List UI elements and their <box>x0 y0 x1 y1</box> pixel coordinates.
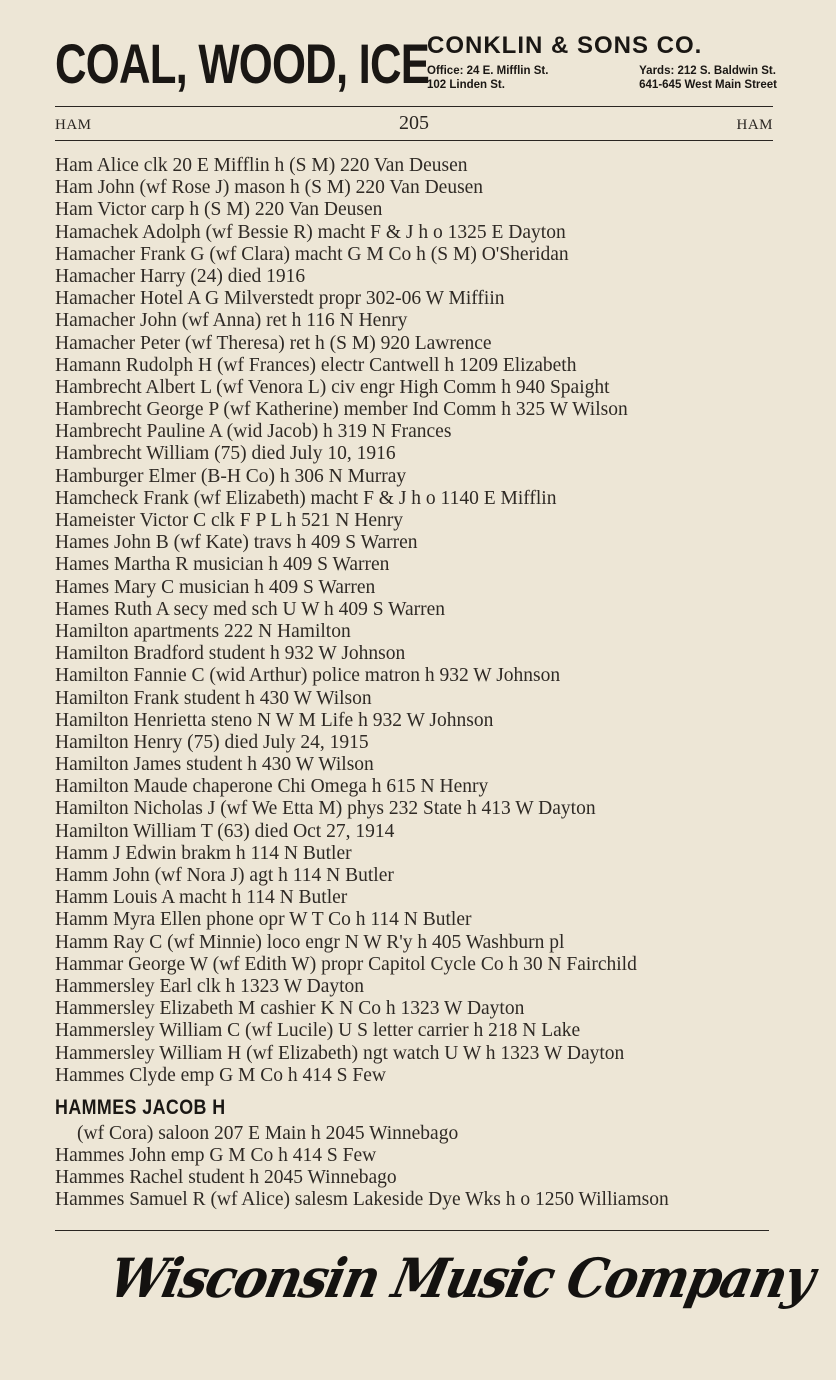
running-head-left: HAM <box>55 117 92 133</box>
office-line-2: 102 Linden St. <box>427 79 505 91</box>
directory-entry: Hamann Rudolph H (wf Frances) electr Cantwell h 1209 Elizabeth <box>55 354 577 376</box>
bottom-rule <box>55 1230 769 1231</box>
top-rule <box>55 106 773 107</box>
ad-tagline: COAL, WOOD, ICE <box>55 32 430 95</box>
yards-line-1: Yards: 212 S. Baldwin St. <box>639 65 776 77</box>
directory-listings <box>55 155 785 1212</box>
directory-entry: Ham Victor carp h (S M) 220 Van Deusen <box>55 199 383 221</box>
directory-entry: Hamm John (wf Nora J) agt h 114 N Butler <box>55 865 394 886</box>
directory-entry: Hamburger Elmer (B-H Co) h 306 N Murray <box>55 465 407 487</box>
directory-entry: Hamm Myra Ellen phone opr W T Co h 114 N Butler <box>55 909 472 931</box>
directory-entry: Hamacher Peter (wf Theresa) ret h (S M) 920 Lawrence <box>55 332 492 354</box>
company-block <box>427 32 777 92</box>
directory-entry: Hambrecht William (75) died July 10, 1916 <box>55 443 396 465</box>
directory-entry: Hammersley Elizabeth M cashier K N Co h 1323 W Dayton <box>55 998 525 1020</box>
directory-entry: Hammes Samuel R (wf Alice) salesm Lakeside Dye Wks h o 1250 Williamson <box>55 1189 669 1211</box>
directory-entry: Hamm Louis A macht h 114 N Butler <box>55 887 348 909</box>
directory-entry: Hamacher Frank G (wf Clara) macht G M Co h (S M) O'Sheridan <box>55 243 569 265</box>
directory-entry: Hamilton Maude chaperone Chi Omega h 615 N Henry <box>55 776 489 798</box>
directory-entry: Hamachek Adolph (wf Bessie R) macht F & J h o 1325 E Dayton <box>55 221 566 243</box>
directory-entry: Ham John (wf Rose J) mason h (S M) 220 Van Deusen <box>55 177 484 199</box>
directory-entry: Hamilton Fannie C (wid Arthur) police matron h 932 W Johnson <box>55 665 561 687</box>
directory-entry: Hamilton Frank student h 430 W Wilson <box>55 687 372 709</box>
directory-entry: Hameister Victor C clk F P L h 521 N Henry <box>55 510 403 531</box>
directory-entry: Hamilton William T (63) died Oct 27, 1914 <box>55 820 395 842</box>
directory-entry: Hames Mary C musician h 409 S Warren <box>55 576 376 598</box>
directory-entry: Hammes John emp G M Co h 414 S Few <box>55 1145 377 1167</box>
office-line-1: Office: 24 E. Mifflin St. <box>427 65 549 77</box>
directory-entry: Hamacher Hotel A G Milverstedt propr 302-06 W Miffiin <box>55 288 505 310</box>
yards-line-2: 641-645 West Main Street <box>639 79 777 91</box>
directory-entry: Hammersley Earl clk h 1323 W Dayton <box>55 975 365 997</box>
directory-entry: Hammar George W (wf Edith W) propr Capitol Cycle Co h 30 N Fairchild <box>55 953 637 975</box>
bold-entry-name: HAMMES JACOB H <box>55 1095 226 1119</box>
page-number: 205 <box>399 112 429 134</box>
company-name: CONKLIN & SONS CO. <box>427 32 703 59</box>
directory-entry: Hammersley William C (wf Lucile) U S letter carrier h 218 N Lake <box>55 1020 581 1042</box>
company-addresses <box>427 64 777 92</box>
directory-entry: Hambrecht George P (wf Katherine) member Ind Comm h 325 W Wilson <box>55 399 628 421</box>
directory-entry: Hamilton Nicholas J (wf We Etta M) phys 232 State h 413 W Dayton <box>55 798 596 820</box>
directory-entry: Hamcheck Frank (wf Elizabeth) macht F & J h o 1140 E Mifflin <box>55 487 557 509</box>
directory-entry: Hammes Rachel student h 2045 Winnebago <box>55 1167 397 1189</box>
head-rule <box>55 140 773 141</box>
footer-advertisement <box>80 1238 820 1318</box>
running-head <box>55 112 773 134</box>
directory-entry: Ham Alice clk 20 E Mifflin h (S M) 220 Van Deusen <box>55 155 468 176</box>
directory-entry: Hamilton Henrietta steno N W M Life h 932 W Johnson <box>55 709 494 731</box>
directory-entry: Hames Martha R musician h 409 S Warren <box>55 554 390 576</box>
directory-entry: Hambrecht Albert L (wf Venora L) civ engr High Comm h 940 Spaight <box>55 376 610 398</box>
yards-address <box>639 64 777 92</box>
directory-entry: Hamilton Bradford student h 932 W Johnson <box>55 643 406 665</box>
directory-entry: Hammersley William H (wf Elizabeth) ngt watch U W h 1323 W Dayton <box>55 1042 625 1064</box>
directory-entry: Hames Ruth A secy med sch U W h 409 S Warren <box>55 598 446 620</box>
directory-entry: Hammes Clyde emp G M Co h 414 S Few <box>55 1064 386 1086</box>
bold-entry-continuation: (wf Cora) saloon 207 E Main h 2045 Winnebago <box>77 1122 459 1144</box>
directory-entry: Hamm Ray C (wf Minnie) loco engr N W R'y h 405 Washburn pl <box>55 931 565 953</box>
directory-entry: Hames John B (wf Kate) travs h 409 S Warren <box>55 532 418 554</box>
directory-entry: Hamilton Henry (75) died July 24, 1915 <box>55 731 369 753</box>
directory-entry: Hamacher Harry (24) died 1916 <box>55 265 306 287</box>
directory-entry: Hamacher John (wf Anna) ret h 116 N Henry <box>55 310 408 332</box>
directory-entry: Hambrecht Pauline A (wid Jacob) h 319 N Frances <box>55 421 452 443</box>
directory-entry: Hamm J Edwin brakm h 114 N Butler <box>55 842 352 864</box>
office-address <box>427 64 548 92</box>
running-head-right: HAM <box>736 117 773 133</box>
footer-ad-logo-text: Wisconsin Music Company <box>103 1246 820 1310</box>
header-advertisement <box>55 28 775 100</box>
directory-entry: Hamilton apartments 222 N Hamilton <box>55 620 351 642</box>
directory-entry: Hamilton James student h 430 W Wilson <box>55 754 374 776</box>
